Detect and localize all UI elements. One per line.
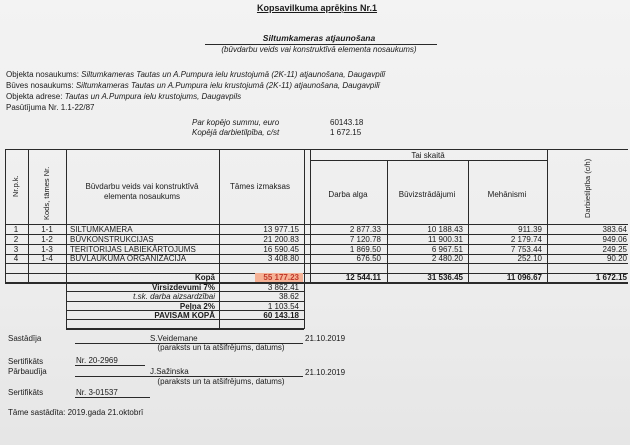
object-address-line: [6, 92, 241, 102]
cert2-label: Sertifikāts: [8, 388, 44, 397]
header-of-which: Tai skaitā: [411, 151, 445, 160]
row3-labor: 249.25: [602, 245, 627, 254]
row1-wages: 2 877.33: [349, 225, 381, 234]
row4-cost: 3 408.80: [267, 254, 299, 263]
total-labor-value: 1 672.15: [330, 128, 362, 137]
row4-nr: 4: [13, 254, 19, 263]
row3-code: 1-3: [41, 245, 53, 254]
overhead-value: 3 862.41: [267, 283, 299, 292]
row2-materials: 11 900.31: [428, 235, 463, 244]
row4-wages: 676.50: [356, 254, 381, 263]
row1-nr: 1: [13, 225, 19, 234]
header-nr: Nr.p.k.: [11, 175, 20, 197]
col-line: [28, 149, 29, 283]
header-name: Būvdarbu veids vai konstruktīvā elementa nosaukums: [85, 182, 199, 201]
row2-nr: 2: [13, 235, 19, 244]
row3-materials: 6 967.51: [431, 245, 463, 254]
row2-wages: 7 120.78: [349, 235, 381, 244]
row1-materials: 10 188.43: [427, 225, 463, 234]
building-name-line: [6, 81, 380, 91]
prepared-label: Sastādīja: [8, 334, 42, 343]
header-wages: Darba alga: [328, 190, 368, 199]
row1-machinery: 911.39: [518, 225, 542, 234]
building-name-value: Siltumkameras Tautas un A.Pumpura ielu krustojumā (2K-11) atjaunošana, Daugavpilī: [75, 81, 380, 90]
grand-total-label: PAVISAM KOPĀ: [154, 311, 215, 320]
header-labor: Darbietilpība (c/h): [583, 158, 592, 218]
row1-name: SILTUMKAMERA: [70, 225, 133, 234]
row4-name: BŪVLAUKUMA ORGANIZĀCIJA: [70, 254, 187, 263]
row1-code: 1-1: [41, 225, 53, 234]
cert1-number: Nr. 20-2969: [76, 356, 118, 365]
header-machinery: Mehānismi: [487, 190, 527, 199]
total-machinery: 11 096.67: [506, 273, 542, 282]
total-materials: 31 536.45: [427, 273, 463, 282]
cert1-label: Sertifikāts: [8, 357, 44, 366]
protection-label: t.sk. darba aizsardzībai: [133, 292, 215, 301]
building-name-label: Būves nosaukums:: [6, 81, 74, 90]
object-address-value: Tautas un A.Pumpura ielu krustojums, Daugavpils: [64, 92, 242, 101]
col-line: [468, 160, 469, 283]
row3-cost: 16 590.45: [263, 245, 299, 254]
footer-date: Tāme sastādīta: 2019.gada 21.oktobrī: [8, 408, 144, 417]
row3-name: TERITORIJAS LABIEKĀRTOJUMS: [70, 245, 196, 254]
row4-materials: 2 480.20: [431, 254, 463, 263]
row2-name: BŪVKONSTRUKCIJAS: [70, 235, 154, 244]
object-name-label: Objekta nosaukums:: [6, 70, 79, 79]
object-name-value: Siltumkameras Tautas un A.Pumpura ielu krustojumā (2K-11) atjaunošana, Daugavpilī: [81, 70, 386, 79]
row4-labor: 90.20: [606, 254, 627, 263]
work-title-note: (būvdarbu veids vai konstruktīvā elementa nosaukums): [221, 45, 417, 54]
total-label: Kopā: [195, 273, 215, 282]
header-materials: Būvizstrādājumi: [398, 190, 456, 199]
row2-labor: 949.06: [602, 235, 627, 244]
summary-bottom: [66, 328, 304, 330]
row3-machinery: 7 753.44: [510, 245, 542, 254]
row1-labor: 383.64: [602, 225, 627, 234]
total-sum-value: 60143.18: [330, 118, 364, 127]
cert1-line: [75, 365, 145, 366]
total-labor-label: Kopējā darbietilpība, c/st: [192, 128, 280, 137]
cert2-number: Nr. 3-01537: [76, 388, 118, 397]
header-code: Kods, tāmes Nr.: [42, 166, 51, 220]
row3-nr: 3: [13, 245, 19, 254]
object-name-line: [6, 70, 385, 80]
row2-machinery: 2 179.74: [510, 235, 542, 244]
overhead-label: Virsizdevumi 7%: [152, 283, 215, 292]
total-sum-label: Par kopējo summu, euro: [192, 118, 280, 127]
prepared-sign-note: (paraksts un ta atšifrējums, datums): [157, 343, 285, 352]
row3-wages: 1 869.50: [349, 245, 381, 254]
total-wages: 12 544.11: [345, 273, 381, 282]
row4-machinery: 252.10: [517, 254, 542, 263]
profit-value: 1 103.54: [267, 302, 299, 311]
col-line: [387, 160, 388, 283]
total-labor: 1 672.15: [595, 273, 627, 282]
row4-code: 1-4: [41, 254, 53, 263]
order-number: Pasūtījuma Nr. 1.1-22/87: [6, 103, 95, 112]
object-address-label: Objekta adrese:: [6, 92, 63, 101]
checked-label: Pārbaudīja: [8, 367, 47, 376]
row1-cost: 13 977.15: [263, 225, 299, 234]
row2-code: 1-2: [41, 235, 53, 244]
cert2-line: [75, 397, 150, 398]
prepared-date: 21.10.2019: [305, 334, 346, 343]
col-line: [304, 149, 305, 329]
prepared-name: S.Veidemane: [150, 334, 198, 343]
page-title: Kopsavilkuma aprēķins Nr.1: [256, 3, 378, 13]
work-title: Siltumkameras atjaunošana: [262, 33, 376, 43]
checked-name: J.Sažinska: [150, 367, 189, 376]
row2-cost: 21 200.83: [263, 235, 299, 244]
col-line: [5, 149, 6, 283]
header-cost: Tāmes izmaksas: [229, 182, 291, 191]
total-cost[interactable]: 55 177.23: [263, 273, 299, 282]
grand-total-value: 60 143.18: [263, 311, 299, 320]
profit-label: Peļņa 2%: [179, 302, 215, 311]
table-border-top: [5, 149, 628, 150]
checked-date: 21.10.2019: [305, 368, 346, 377]
protection-value: 38.62: [278, 292, 299, 301]
checked-sign-note: (paraksts un ta atšifrējums, datums): [157, 377, 285, 386]
